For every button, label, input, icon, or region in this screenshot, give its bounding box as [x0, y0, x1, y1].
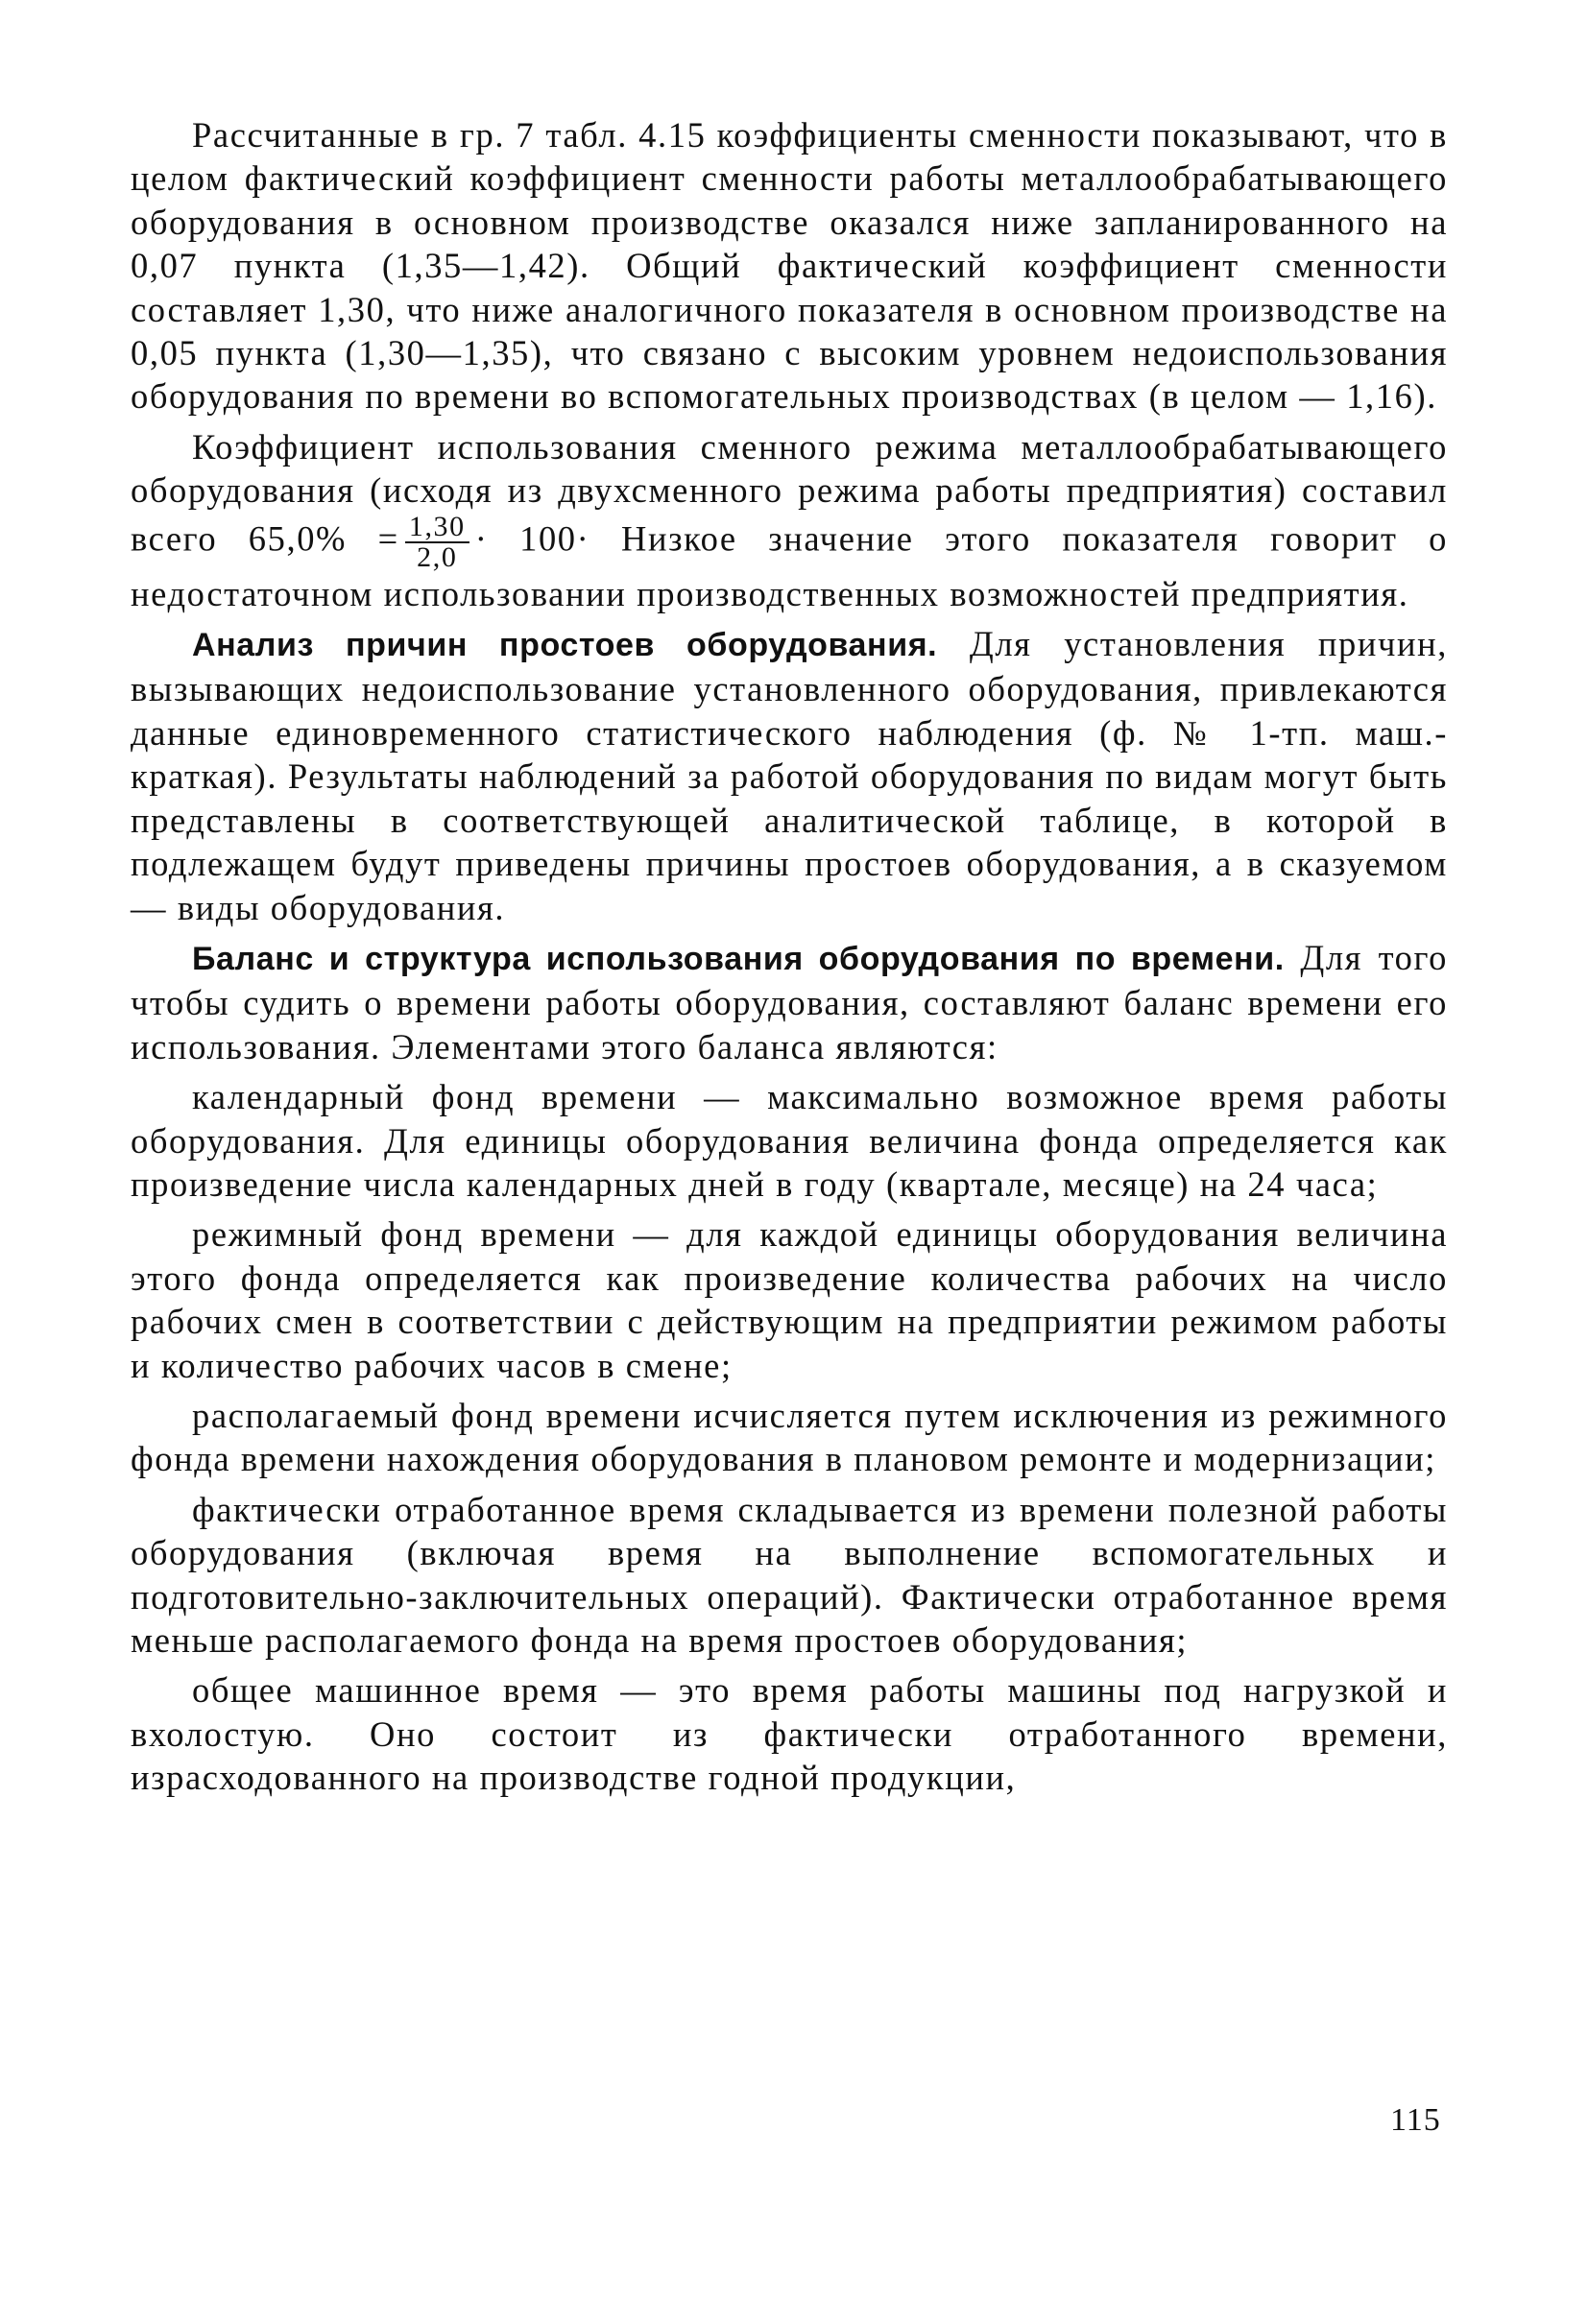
paragraph-downtime-analysis: Анализ причин простоев оборудования. Для установления причин, вызывающих недоиспользование установленного оборудования, привлекаются данные единовременного статистического наблюдения (ф. № 1-тп. маш.-краткая). Результаты наблюдений за работой оборудования по видам могут быть представлены в соответствующей аналитической таблице, в которой в подлежащем будут приведены причины простоев оборудования, а в сказуемом — виды оборудования. [131, 624, 1448, 927]
list-item-machine-time: общее машинное время — это время работы машины под нагрузкой и вхолостую. Оно состоит из фактически отработанного времени, израсходованного на производстве годной продукции, [131, 1670, 1448, 1798]
section-heading-downtime: Анализ причин простоев оборудования. [192, 627, 938, 664]
paragraph-shift-coefficients: Рассчитанные в гр. 7 табл. 4.15 коэффициенты сменности показывают, что в целом фактический коэффициент сменности работы металлообрабатывающего оборудования в основном производстве оказался ниже запланированного на 0,07 пункта (1,35—1,42). Общий фактический коэффициент сменности составляет 1,30, что ниже аналогичного показателя в основном производстве на 0,05 пункта (1,30—1,35), что связано с высоким уровнем недоиспользования оборудования по времени во вспомогательных производствах (в целом — 1,16). [131, 115, 1448, 417]
fraction-denominator: 2,0 [417, 540, 458, 573]
page-number: 115 [1390, 2102, 1441, 2138]
paragraph-shift-regime-coefficient: Коэффициент использования сменного режима металлообрабатывающего оборудования (исходя из двухсменного режима работы предприятия) составил всего 65,0% = $\frac{1,30}{2,0}$ · 100· Низкое значение этого показателя говорит о недостаточном использовании производственных возможностей предприятия. [131, 426, 1449, 613]
list-item-regime-fund: режимный фонд времени — для каждой единицы оборудования величина этого фонда определяется как произведение количества рабочих на число рабочих смен в соответствии с действующим на предприятии режимом работы и количество рабочих часов в смене; [131, 1214, 1448, 1385]
list-item-actual-time: фактически отработанное время складывается из времени полезной работы оборудования (включая время на выполнение вспомогательных и подготовительно-заключительных операций). Фактически отработанное время меньше располагаемого фонда на время простоев оборудования; [131, 1489, 1448, 1660]
fraction [405, 510, 469, 573]
list-item-calendar-fund: календарный фонд времени — максимально возможное время работы оборудования. Для единицы оборудования величина фонда определяется как произведение числа календарных дней в году (квартале, месяце) на 24 часа; [131, 1077, 1448, 1204]
list-item-available-fund: располагаемый фонд времени исчисляется путем исключения из режимного фонда времени нахождения оборудования в плановом ремонте и модернизации; [131, 1395, 1448, 1479]
body-text [131, 113, 1448, 1807]
paragraph-time-balance: Баланс и структура использования оборудования по времени. Для того чтобы судить о времени работы оборудования, составляют баланс времени его использования. Элементами этого баланса являются: [131, 937, 1448, 1066]
fraction-numerator: 1,30 [405, 513, 469, 543]
section-heading-time-balance: Баланс и структура использования оборудования по времени. [192, 940, 1285, 977]
